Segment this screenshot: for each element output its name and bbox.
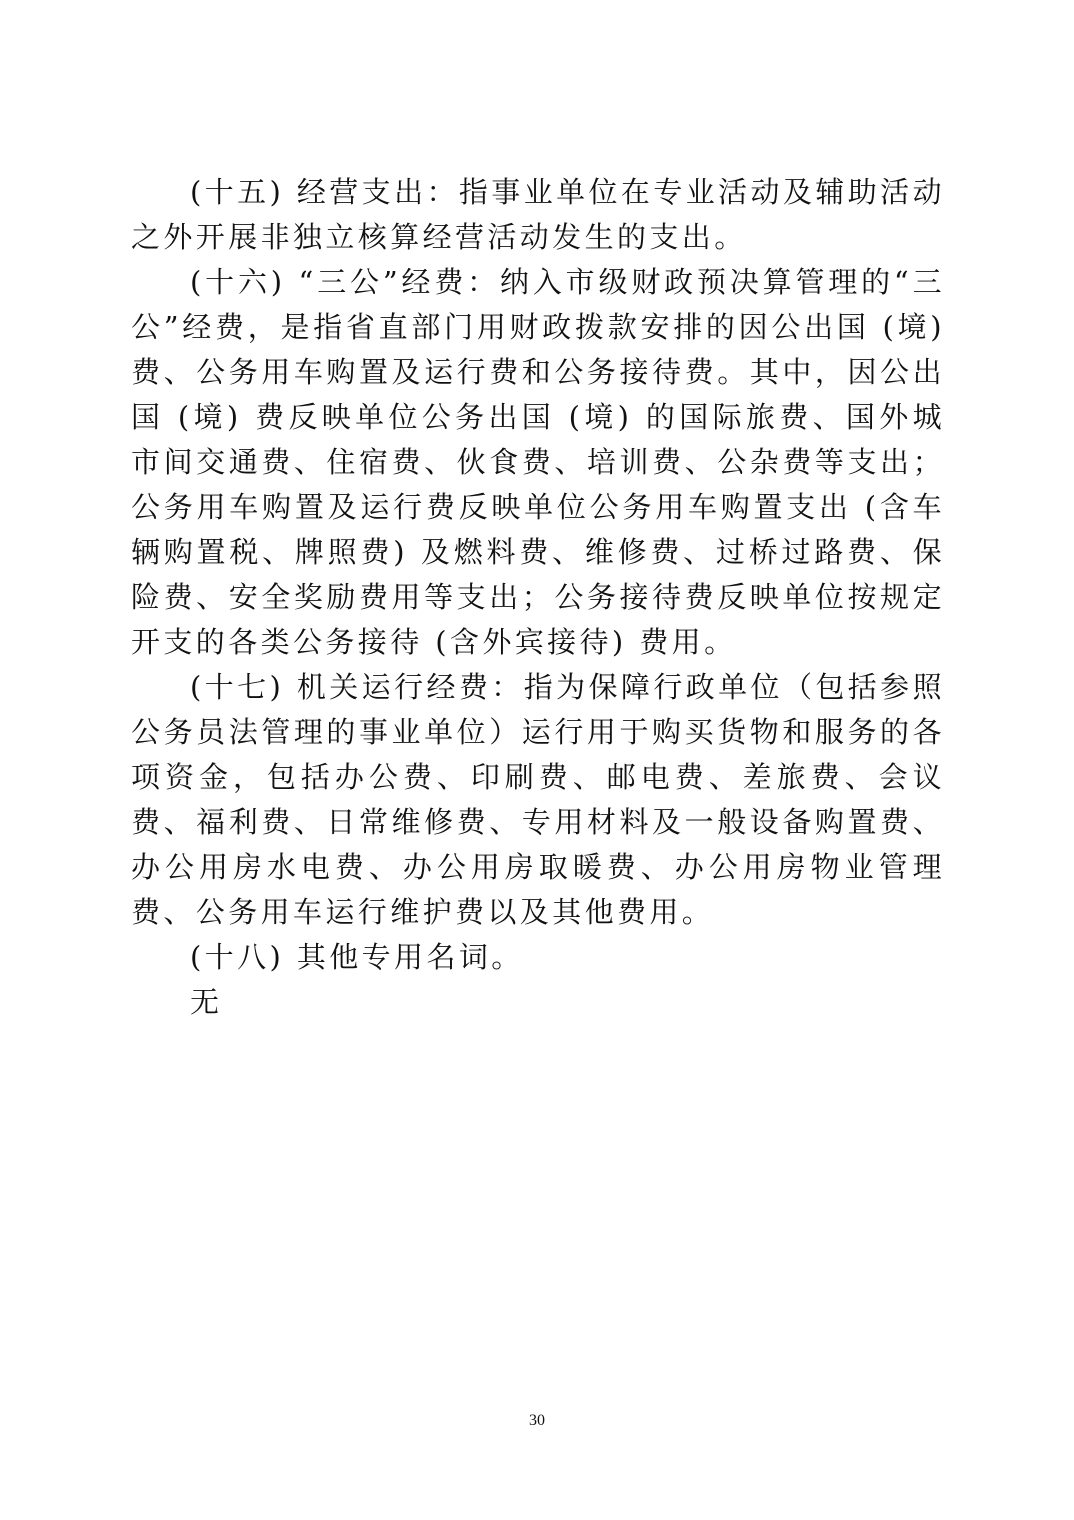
- page-number: 30: [529, 1412, 545, 1429]
- paragraph-operating-expenditure: (十五) 经营支出：指事业单位在专业活动及辅助活动之外开展非独立核算经营活动发生的支出。: [131, 175, 945, 254]
- paragraph-agency-operating-funds: (十七) 机关运行经费：指为保障行政单位（包括参照公务员法管理的事业单位）运行用于购买货物和服务的各项资金，包括办公费、印刷费、邮电费、差旅费、会议费、福利费、日常维修费、专用材料及一般设备购置费、办公用房水电费、办公用房取暖费、办公用房物业管理费、公务用车运行维护费以及其他费用。: [131, 670, 945, 929]
- paragraph-none: 无: [190, 985, 223, 1019]
- document-body: [131, 170, 945, 1025]
- paragraph-other-terms-heading: (十八) 其他专用名词。: [190, 940, 524, 974]
- paragraph-three-public-expenses: (十六) “三公”经费：纳入市级财政预决算管理的“三公”经费，是指省直部门用财政拨款安排的因公出国 (境) 费、公务用车购置及运行费和公务接待费。其中，因公出国 (境) 费反映单位公务出国 (境) 的国际旅费、国外城市间交通费、住宿费、伙食费、培训费、公杂费等支出；公务用车购置及运行费反映单位公务用车购置支出 (含车辆购置税、牌照费) 及燃料费、维修费、过桥过路费、保险费、安全奖励费用等支出；公务接待费反映单位按规定开支的各类公务接待 (含外宾接待) 费用。: [131, 265, 945, 659]
